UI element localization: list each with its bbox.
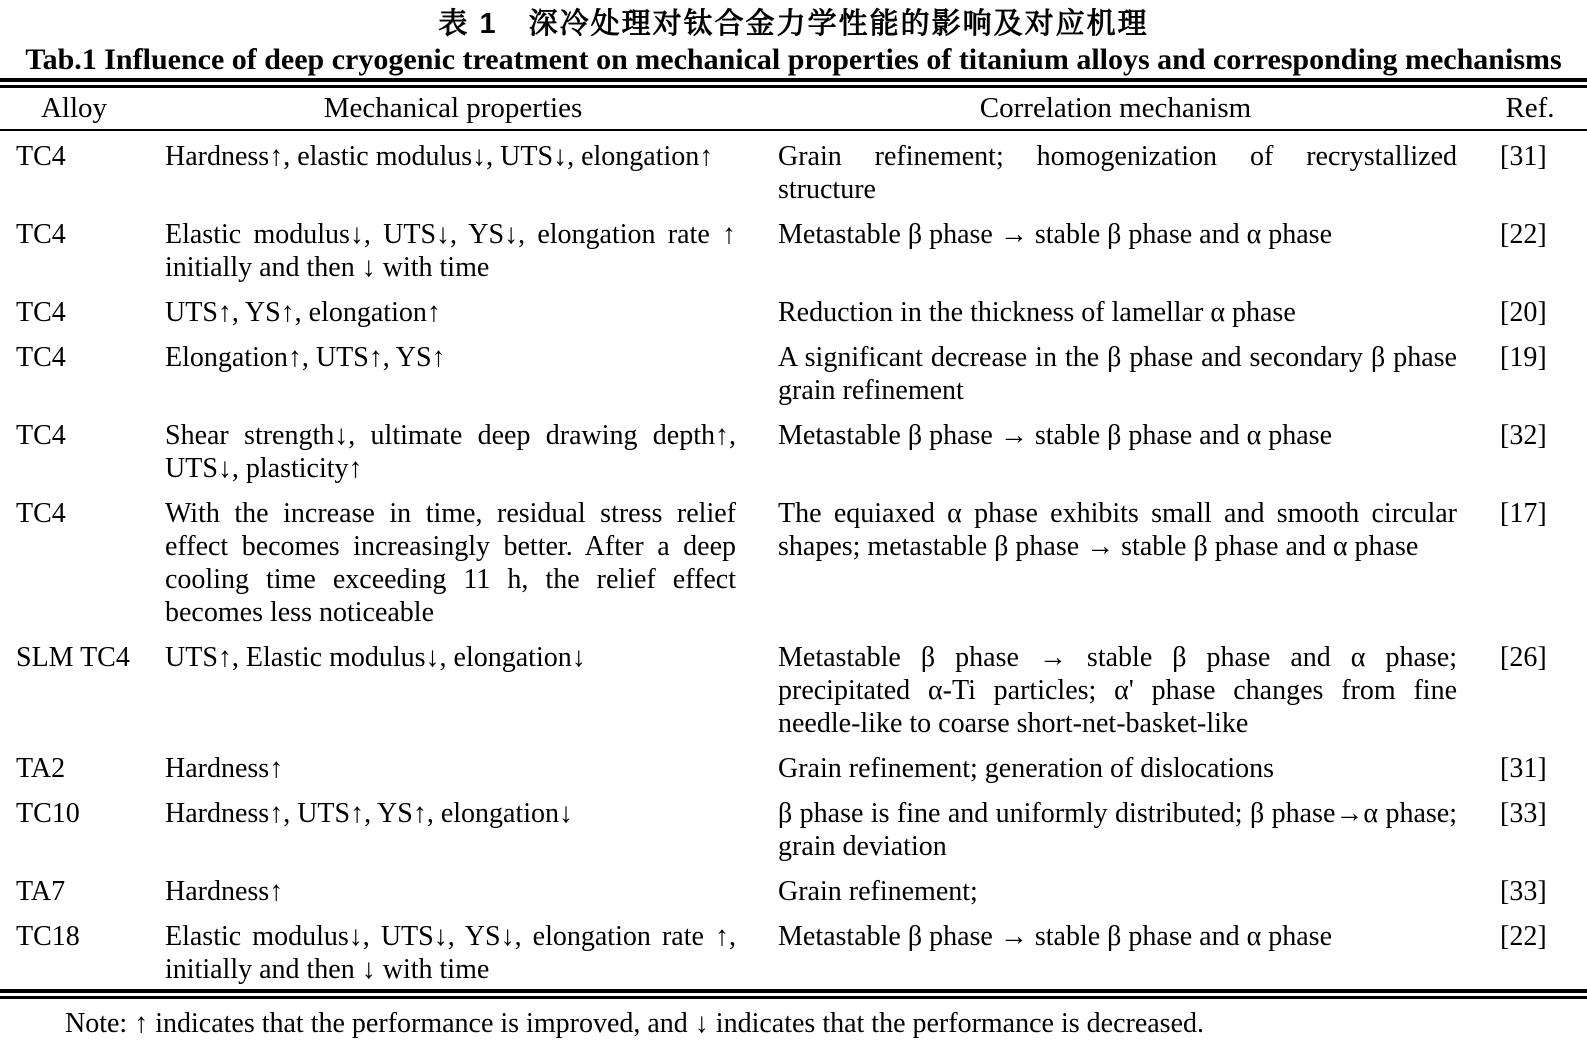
mechanical-properties-cell: UTS↑, YS↑, elongation↑ <box>165 297 441 328</box>
table-row <box>0 332 1587 410</box>
correlation-mechanism-cell: Metastable β phase → stable β phase and α phase <box>778 921 1332 952</box>
table-top-rule <box>0 78 1587 88</box>
correlation-mechanism-cell: Grain refinement; homogenization of recrystallized structure <box>778 141 1457 205</box>
correlation-mechanism-cell: Metastable β phase → stable β phase and α phase; precipitated α-Ti particles; α' phase changes from fine needle-like to coarse short-net-basket-like <box>778 642 1457 739</box>
table-row <box>0 488 1587 632</box>
ref-cell: [22] <box>1500 219 1547 250</box>
correlation-mechanism-cell: Metastable β phase → stable β phase and α phase <box>778 420 1332 451</box>
correlation-mechanism-cell: β phase is fine and uniformly distributed; β phase→α phase; grain deviation <box>778 798 1457 862</box>
alloy-cell: TC4 <box>16 498 66 529</box>
table-row <box>0 866 1587 911</box>
table-row <box>0 209 1587 287</box>
mechanical-properties-cell: Elastic modulus↓, UTS↓, YS↓, elongation rate ↑, initially and then ↓ with time <box>165 921 736 985</box>
correlation-mechanism-cell: Grain refinement; <box>778 876 978 907</box>
ref-cell: [31] <box>1500 753 1547 784</box>
alloy-cell: TA7 <box>16 876 66 907</box>
mechanical-properties-cell: Shear strength↓, ultimate deep drawing depth↑, UTS↓, plasticity↑ <box>165 420 736 484</box>
table-caption-chinese: 表 1 深冷处理对钛合金力学性能的影响及对应机理 <box>438 8 1149 40</box>
ref-cell: [32] <box>1500 420 1547 451</box>
column-header-ref: Ref. <box>1473 88 1587 130</box>
mechanical-properties-cell: Hardness↑, UTS↑, YS↑, elongation↓ <box>165 798 574 829</box>
header-row <box>0 88 1587 130</box>
correlation-mechanism-cell: A significant decrease in the β phase and secondary β phase grain refinement <box>778 342 1457 406</box>
alloy-cell: TC4 <box>16 141 66 172</box>
ref-cell: [17] <box>1500 498 1547 529</box>
alloy-cell: SLM TC4 <box>16 642 130 673</box>
correlation-mechanism-cell: Metastable β phase → stable β phase and α phase <box>778 219 1332 250</box>
ref-cell: [20] <box>1500 297 1547 328</box>
ref-cell: [33] <box>1500 876 1547 907</box>
mechanical-properties-cell: UTS↑, Elastic modulus↓, elongation↓ <box>165 642 586 673</box>
table-row <box>0 632 1587 743</box>
table-row <box>0 130 1587 209</box>
table-bottom-rule <box>0 989 1587 999</box>
table-row <box>0 287 1587 332</box>
alloy-cell: TC4 <box>16 297 66 328</box>
table-row <box>0 743 1587 788</box>
ref-cell: [22] <box>1500 921 1547 952</box>
correlation-mechanism-cell: The equiaxed α phase exhibits small and smooth circular shapes; metastable β phase → stable β phase and α phase <box>778 498 1457 562</box>
mechanical-properties-cell: Hardness↑ <box>165 876 284 907</box>
ref-cell: [26] <box>1500 642 1547 673</box>
column-header-mechanical-properties: Mechanical properties <box>148 88 758 130</box>
table-row <box>0 788 1587 866</box>
mechanical-properties-cell: Elongation↑, UTS↑, YS↑ <box>165 342 446 373</box>
correlation-mechanism-cell: Reduction in the thickness of lamellar α phase <box>778 297 1296 328</box>
correlation-mechanism-cell: Grain refinement; generation of dislocations <box>778 753 1275 784</box>
alloy-cell: TC4 <box>16 342 66 373</box>
table-caption-english: Tab.1 Influence of deep cryogenic treatment on mechanical properties of titanium alloys and corresponding mechanisms <box>25 43 1562 76</box>
mechanical-properties-cell: With the increase in time, residual stress relief effect becomes increasingly better. After a deep cooling time exceeding 11 h, the relief effect becomes less noticeable <box>165 498 736 628</box>
mechanical-properties-cell: Hardness↑, elastic modulus↓, UTS↓, elongation↑ <box>165 141 714 172</box>
alloy-cell: TC10 <box>16 798 80 829</box>
ref-cell: [19] <box>1500 342 1547 373</box>
column-header-alloy: Alloy <box>0 88 148 130</box>
ref-cell: [31] <box>1500 141 1547 172</box>
mechanical-properties-cell: Hardness↑ <box>165 753 284 784</box>
alloy-cell: TC18 <box>16 921 80 952</box>
alloy-cell: TA2 <box>16 753 66 784</box>
table-row <box>0 911 1587 989</box>
ref-cell: [33] <box>1500 798 1547 829</box>
mechanical-properties-cell: Elastic modulus↓, UTS↓, YS↓, elongation rate ↑ initially and then ↓ with time <box>165 219 736 283</box>
column-header-correlation-mechanism: Correlation mechanism <box>758 88 1473 130</box>
data-table <box>0 88 1587 989</box>
alloy-cell: TC4 <box>16 420 66 451</box>
table-body <box>0 130 1587 989</box>
alloy-cell: TC4 <box>16 219 66 250</box>
table-note: Note: ↑ indicates that the performance is improved, and ↓ indicates that the performance is decreased. <box>65 1008 1205 1039</box>
table-row <box>0 410 1587 488</box>
